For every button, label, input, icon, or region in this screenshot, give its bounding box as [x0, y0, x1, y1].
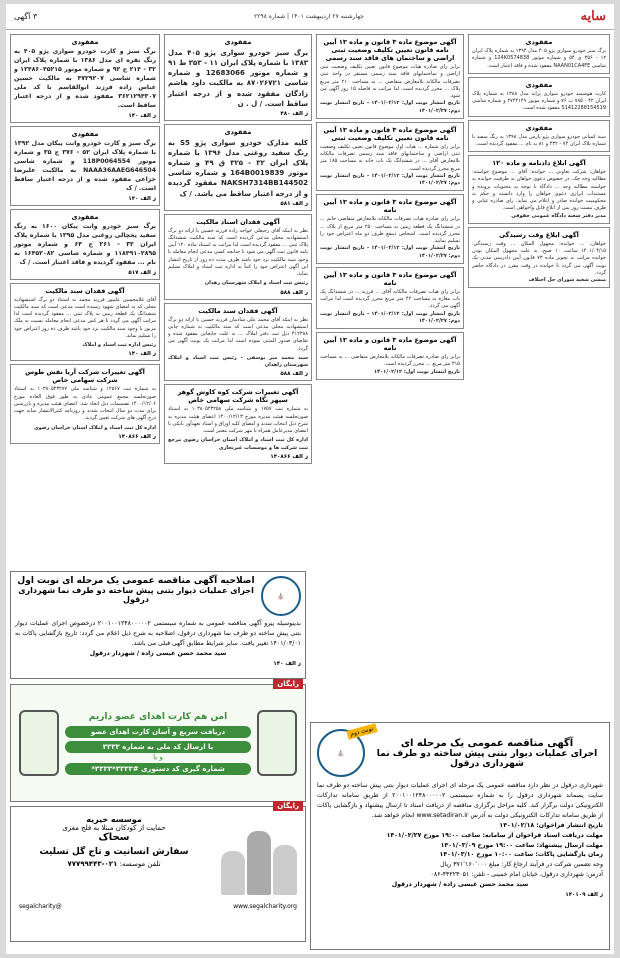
land-notice: آگهی موضوع ماده ۳ قانون و ماده ۱۳ آیین نامه قانون تعیین تکلیف وضعیت ثبتی اراضی و ساختمان های فاقد سند رسمی برابر رای صادره هیات موضوع قانون تعیین تکلیف وضعیت ثبتی اراضی و ساختمانهای فاقد سند رسمی مستقر در واحد ثبتی تصرفات مالکانه بلامعارض متقاضی ... به مساحت ۲۱۰ متر مربع پلاک ... محرز گردیده است. لذا مراتب به فاصله ۱۵ روز آگهی می شود. تاریخ انتشار نوبت اول: ۱۴۰۱/۰۲/۱۲ - تاریخ انتشار نوبت دوم: ۱۴۰۱/۰۲/۲۷	[316, 34, 464, 119]
round-badge: نوبت دوم	[347, 723, 378, 739]
municipality-logo: ⛪	[317, 729, 365, 777]
lost-notice: مفقودی برگ سبز خودرو سواری پژو ۴۰۵ مدل ۱۳۹۴ به شماره پلاک ایران ۱۲ - ۳۵۶ ی ۵۴ و شماره موتور 124K0574838 و شماره شاسی NAAN01CA4FE مفقود شده و فاقد اعتبار است.	[468, 34, 610, 74]
lost-notice: مفقودی کلیه مدارک خودرو سواری پژو S5 به رنگ سفید روغنی مدل ۱۳۹۶ با شماره پلاک ایران ۳۲ - ۳۲۵ ق ۴۹ و شماره موتور 164B0019839 و شماره شاسی NAKSH7314BB144502 مفقود گردیده و از درجه اعتبار ساقط می باشد. / ک ز الف ۵۸۱	[164, 124, 312, 211]
free-stamp: رایگان	[273, 801, 303, 811]
page-label: ۳ آگهی	[14, 12, 38, 21]
lost-notice: مفقودی برگ سبز خودرو وانت پیکان ۱۶۰۰ به رنگ سفید یخچالی روغنی مدل ۱۳۹۵ با شماره پلاک ایران ۳۲ - ۲۶۱ ج ۶۴ و شماره موتور ۱۱۸۴۹۱۰۲۸۹۵ و شماره شاسی ۱۶۴۵۲۰۸۲ به نام ... مفقود گردیده و فاقد اعتبار است. / ک ز الف ۵۱۷	[10, 209, 160, 280]
court-notice: آگهی ابلاغ دادنامه و ماده ۱۲۰ خواهان: شرکت تعاونی ... خوانده: آقای ... موضوع خواسته: مطالبه وجه چک. در خصوص دعوی خواهان به طرفیت خوانده به خواسته مطالبه وجه ... دادگاه با توجه به محتویات پرونده و مستندات ابرازی دعوی خواهان را وارد دانسته و حکم به محکومیت خوانده صادر و اعلام می نماید. رای صادره غیابی و ظرف بیست روز پس از ابلاغ قابل واخواهی است. مدیر دفتر شعبه دادگاه عمومی حقوقی	[468, 155, 610, 224]
column-middle	[316, 34, 464, 383]
free-stamp: رایگان	[273, 679, 303, 689]
charity-ad: رایگان موسسه خیریه حمایت از کودکان مبتلا به فلج مغزی سحاک سفارش انسانیت و تاج گل تسلیت تلفن موسسه: ۰۲۱-۷۷۷۹۹۴۴۳ www.segalcharity.org @segalcharity	[10, 806, 306, 942]
property-notice: آگهی فقدان اسناد مالکیت نظر به اینکه آقای رجبعلی خواجه زاده فرزند حسین با ارائه دو برگ استشهادیه محلی مدعی گردیده است که سند مالکیت ششدانگ پلاک ثبتی ... مفقود گردیده است لذا مراتب به استناد ماده ۱۲۰ آیین نامه قانون ثبت آگهی می شود تا چنانچه کسی مدعی انجام معامله یا وجود سند مالکیت نزد خود باشد ظرف مدت ده روز از تاریخ انتشار این آگهی اعتراض خود را کتباً به اداره ثبت اسناد و املاک تسلیم نماید. رئیس ثبت اسناد و املاک شهرستان زهدان ز الف ۵۸۸	[164, 214, 312, 300]
company-notice: آگهی تغییرات شرکت آریا نقش طوس شرکت سهامی خاص به شماره ثبت ۱۲۵۶۷ و شناسه ملی ۱۰۳۸۰۵۴۳۲۷۷ به استناد صورتجلسه مجمع عمومی عادی به طور فوق العاده مورخ ۱۴۰۰/۱۲/۰۶ تصمیمات ذیل اتخاذ شد: اعضای هیئت مدیره و بازرسین برای مدت دو سال انتخاب شدند و روزنامه کثیرالانتشار سایه جهت درج آگهی های شرکت تعیین گردید. اداره کل ثبت اسناد و املاک استان خراسان رضوی ز الف ۱۴۰۸۶۶	[10, 364, 160, 444]
property-notice: آگهی فقدان سند مالکیت آقای غلامحسین علیپور فرزند محمد به استناد دو برگ استشهادیه محلی که به امضای شهود رسیده است مدعی است که سند مالکیت ششدانگ یک قطعه زمین به پلاک ثبتی ... مفقود گردیده است لذا مراتب آگهی می گردد تا هر کس مدعی انجام معامله نسبت به ملک مزبور یا وجود سند مالکیت نزد خود باشد ظرف ده روز اعتراض خود را تسلیم نماید. رئیس اداره ثبت اسناد و املاک ز الف ۱۴۰	[10, 283, 160, 362]
issue-info: چهارشنبه ۲۷ اردیبهشت ۱۴۰۱ | شماره ۲۲۹۸	[253, 13, 364, 20]
column-left	[10, 34, 160, 447]
newspaper-page	[6, 4, 614, 954]
land-notice: آگهی موضوع ماده ۳ قانون و ماده ۱۳ آیین نامه برابر رای صادره تصرفات مالکانه بلامعارض متقاضی ... به مساحت ۳۱۵ متر مربع ... محرز گردیده است. تاریخ انتشار نوبت اول: ۱۴۰۱/۰۲/۱۲	[316, 332, 464, 380]
municipality-logo: ⛪	[261, 576, 301, 616]
lost-notice: مفقودی برگ سبز خودرو سواری پژو ۴۰۵ مدل ۱۳۸۳ با شماره پلاک ایران ۱۱ - ۳۵۳ ط ۹۱ و شماره موتور 12683066 و شماره شاسی ۸۷۰۲۶۷۲۱ به مالکیت داود هاشم زادگان مفقود شده و از درجه اعتبار ساقط است. / ل . ن ز الف ۴۸۰	[164, 34, 312, 121]
column-right	[468, 34, 610, 291]
lost-notice: مفقودی کارت هوشمند خودرو سواری پراید مدل ۱۳۸۸ به شماره پلاک ایران ۴۲ - ۷۸۵ ب ۷۶ و شماره موتور ۲۷۴۴۱۴۹ و شماره شاسی S1412288154519 مفقود شده است.	[468, 77, 610, 117]
lost-notice: مفقودی سند کمپانی خودرو سواری پژو پارس مدل ۱۳۹۸ به رنگ سفید با شماره پلاک ایران ۷۴ - ۴۳۲ و ۸۱ به نام ... مفقود گردیده است.	[468, 120, 610, 153]
court-notice: آگهی ابلاغ وقت رسیدگی خواهان: ... خوانده: مجهول المکان ... وقت رسیدگی: ۱۴۰۱/۰۴/۱۵ ساعت ۱۰ صبح. به علت مجهول المکان بودن خوانده مراتب به تجویز ماده ۷۳ قانون آیین دادرسی مدنی یک نوبت آگهی می گردد تا خوانده در وقت مقرر در دادگاه حاضر گردد. منشی شعبه شورای حل اختلاف	[468, 227, 610, 289]
charity-illustration-icon	[217, 815, 297, 895]
land-notice: آگهی موضوع ماده ۳ قانون و ماده ۱۳ آیین نامه برابر رای هیات تصرفات مالکانه آقای ... فرزند ... در ششدانگ یک باب مغازه به مساحت ۴۲ متر مربع محرز گردیده است لذا مراتب آگهی می گردد. تاریخ انتشار نوبت اول: ۱۴۰۱/۰۲/۱۲ - تاریخ انتشار نوبت دوم: ۱۴۰۱/۰۲/۲۷	[316, 267, 464, 329]
land-notice: آگهی موضوع ماده ۳ قانون و ماده ۱۳ آیین نامه قانون تعیین تکلیف وضعیت ثبتی برابر رای شماره ... هیات اول موضوع قانون تعیین تکلیف وضعیت ثبتی اراضی و ساختمانهای فاقد سند رسمی تصرفات مالکانه بلامعارض آقای ... در ششدانگ یک باب خانه به مساحت ۱۸۵ متر مربع محرز گردیده است. تاریخ انتشار نوبت اول: ۱۴۰۱/۰۲/۱۲ - تاریخ انتشار نوبت دوم: ۱۴۰۱/۰۲/۲۷	[316, 122, 464, 192]
property-notice: آگهی فقدان سند مالکیت نظر به اینکه آقای محمد علی شادمان فرزند حسین با ارائه دو برگ استشهادیه محلی مدعی است که سند مالکیت به شماره چاپی ۴۱۲۳۸۸ ذیل ثبت دفتر املاک ... به علت جابجایی مفقود شده و تقاضای صدور المثنی نموده است لذا مراتب یک نوبت آگهی می گردد. سید محمد میر یوسفی - رئیس ثبت اسناد و املاک شهرستان زاهدان ز الف ۵۸۸	[164, 303, 312, 382]
lost-notice: مفقودی برگ سبز و کارت خودرو سواری پژو ۴۰۵ به رنگ نقره ای مدل ۱۳۸۶ با شماره پلاک ایران ۳۲ - ۲۱۴ ج ۹۲ و شماره موتور ۱۲۴۸۶۰۴۵۲۱۵ و شماره شاسی ۴۷۲۹۲۰۷ به مالکیت حسین عباس زاده فرزند ابوالقاسم با کد ملی ۳۶۲۱۲۹۴۳۰۷ مفقود شده و از درجه اعتبار ساقط است. ز الف ۱۴۰	[10, 34, 160, 123]
brand-logo: سایه	[580, 9, 606, 24]
company-notice: آگهی تغییرات شرکت کوه کاوش گوهر سپهر نگاه شرکت سهامی خاص به شماره ثبت ۱۷۵۷ و شناسه ملی ۱۰۳۸۰۵۴۳۲۵۸ به استناد صورتجلسه هیئت مدیره مورخ ۱۴۰۰/۱۲/۱۳ اعضای هیئت مدیره به شرح ذیل انتخاب شدند و امضای کلیه اوراق و اسناد تعهدآور بانکی با امضای مدیرعامل همراه با مهر شرکت معتبر است. اداره کل ثبت اسناد و املاک استان خراسان رضوی مرجع ثبت شرکت ها و موسسات غیرتجاری ز الف ۱۴۰۸۶۶	[164, 384, 312, 464]
phone-icon	[257, 710, 297, 776]
organ-donation-ad: رایگان امن هم کارت اهدای عضو داریم دریافت سریع و آسان کارت اهدای عضو با ارسال کد ملی به شماره ۳۳۳۳ و یا شماره گیری کد دستوری #۳۳۳۳*۳۳۳۳*	[10, 684, 306, 802]
lost-notice: مفقودی برگ سبز و کارت خودرو وانت پیکان مدل ۱۳۹۲ با شماره پلاک ایران ۵۲ - ۳۷۶ ج ۳۵ و شماره موتور 118P0064554 و شماره شاسی NAAA36AAEG646504 به مالکیت علیرضا خزاعی مفقود شده و از درجه اعتبار ساقط است. / ک ز الف ۱۴۰	[10, 126, 160, 206]
tender-amendment: ⛪ اصلاحیه آگهی مناقصه عمومی یک مرحله ای نوبت اول اجرای عملیات دیوار بتنی پیش ساخته دو طرف نما شهرداری درقول بدینوسیله پیرو آگهی مناقصه عمومی به شماره سیستمی ۲۰۰۱۰۰۱۲۴۸۰۰۰۰۰۲ درخصوص اجرای عملیات دیوار بتنی پیش ساخته دو طرف نما شهرداری درقول، اصلاحیه به شرح ذیل اعلام می گردد: تاریخ بازگشایی پاکات به ۱۴۰۱/۰۳/۰۱ تغییر یافت. سایر شرایط مطابق آگهی قبلی می باشد. سید محمد حسن عیسی زاده / شهردار درقول ز الف ۱۴۰	[10, 571, 306, 679]
column-left-2	[164, 34, 312, 467]
page-header	[6, 4, 614, 30]
tender-ad: نوبت دوم آگهی مناقصه عمومی یک مرحله ای اجرای عملیات دیوار بتنی پیش ساخته دو طرف نما شهرداری درقول ⛪ شهرداری درقول در نظر دارد مناقصه عمومی یک مرحله ای اجرای عملیات دیوار بتنی پیش ساخته دو طرف نما سایت پسماند شهرداری درقول را به شماره سیستمی ۲۰۰۱۰۰۱۲۴۸۰۰۰۰۰۲ از طریق سامانه تدارکات الکترونیکی دولت برگزار کند. کلیه مراحل برگزاری مناقصه از دریافت اسناد تا ارسال پیشنهاد و بازگشایی پاکات از طریق سامانه تدارکات الکترونیکی دولت به آدرس www.setadiran.ir انجام خواهد شد. تاریخ انتشار فراخوان: ۱۴۰۱/۰۲/۱۸ مهلت دریافت اسناد فراخوان از سامانه: ساعت ۱۹:۰۰ مورخ ۱۴۰۱/۰۲/۲۷ مهلت ارسال پیشنهاد: ساعت ۱۹:۰۰ مورخ ۱۴۰۱/۰۳/۰۹ زمان بازگشایی پاکات: ساعت ۱۰:۰۰ مورخ ۱۴۰۱/۰۳/۱۰ وجه تضمین شرکت در فرآیند ارجاع کار: مبلغ ۳۷۱٬۱۶۰٬۰۰۰ ریال آدرس: شهرداری درقول، خیابان امام خمینی - تلفن: ۴۴۲۲۳۰۵۱-۰۸۶ سید محمد حسن عیسی زاده / شهردار درقول ز الف ۱۴۰۱۰۹	[310, 722, 610, 950]
land-notice: آگهی موضوع ماده ۳ قانون و ماده ۱۳ آیین نامه برابر رای صادره هیات تصرفات مالکانه بلامعارض متقاضی خانم ... در ششدانگ یک قطعه زمین به مساحت ۲۵۰ متر مربع از پلاک ... محرز گردیده است. اشخاص ذینفع ظرف دو ماه اعتراض خود را تسلیم نمایند. تاریخ انتشار نوبت اول: ۱۴۰۱/۰۲/۱۲ - تاریخ انتشار نوبت دوم: ۱۴۰۱/۰۲/۲۷	[316, 194, 464, 264]
charity-links: www.segalcharity.org @segalcharity	[19, 903, 297, 910]
phone-icon	[19, 710, 59, 776]
